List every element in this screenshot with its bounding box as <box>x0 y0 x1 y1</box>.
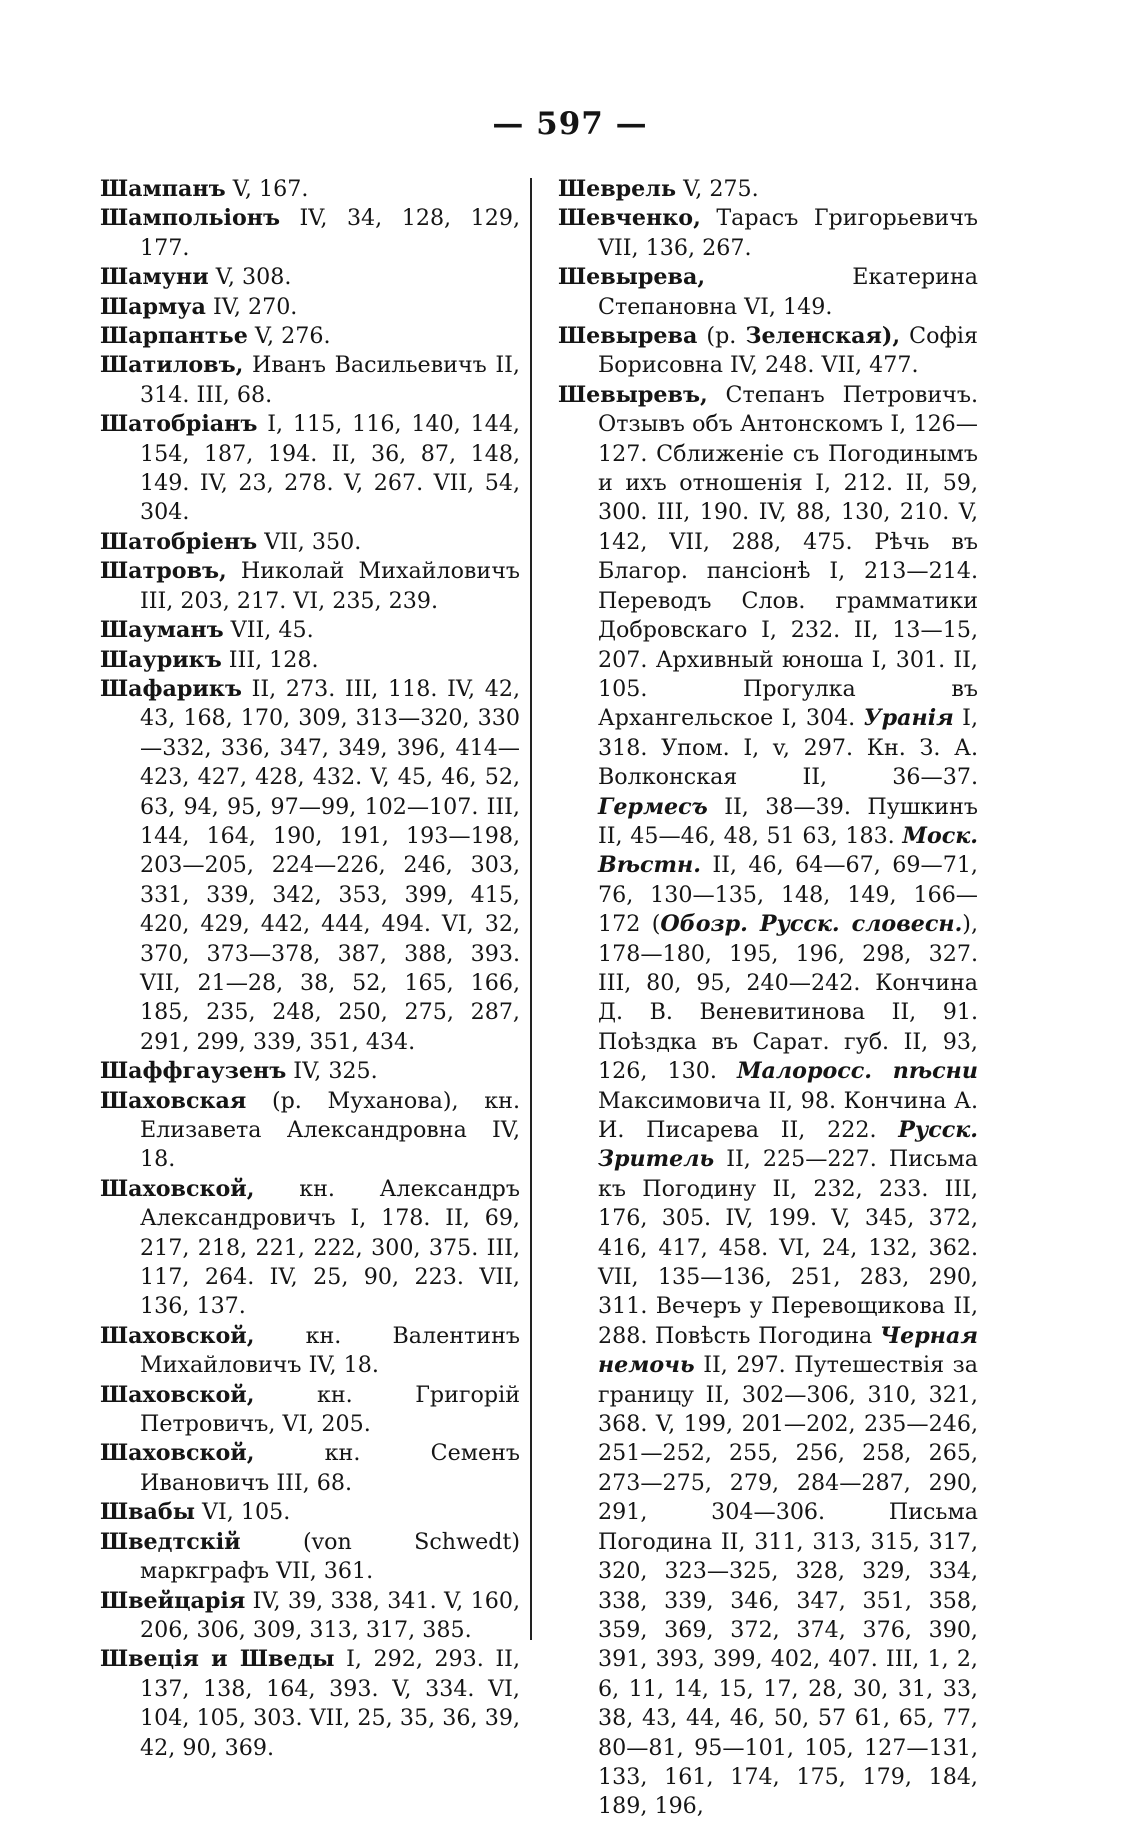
entry-headword: Шатобріанъ <box>100 411 258 438</box>
index-entry <box>558 204 978 263</box>
entry-references: Николай Михайловичъ III, 203, 217. VI, 235, 239. <box>140 558 520 614</box>
index-column-right <box>558 175 978 1822</box>
entry-headword: Шатиловъ, <box>100 352 244 379</box>
entry-references: II, 38—39. Пушкинъ II, 45—46, 48, 51 63, 183. <box>598 793 978 849</box>
index-entry <box>100 410 520 528</box>
index-entry <box>100 204 520 263</box>
entry-references: I, 318. Упом. I, v, 297. Кн. З. А. Волконская II, 36—37. <box>598 705 978 791</box>
entry-headword: Шаурикъ <box>100 646 222 673</box>
entry-references: Софія Борисовна IV, 248. VII, 477. <box>598 323 978 379</box>
entry-headword: Шаффгаузенъ <box>100 1058 287 1085</box>
entry-references: V, 275. <box>676 176 759 202</box>
index-entry <box>100 1381 520 1440</box>
entry-references: III, 128. <box>221 646 319 673</box>
entry-headword: Шаховской, <box>100 1322 255 1349</box>
entry-work-title: Гермесъ <box>598 793 708 820</box>
index-entry <box>100 1587 520 1646</box>
entry-work-title: Черная немочь <box>598 1322 978 1379</box>
index-entry <box>100 528 520 557</box>
entry-headword: Шаховская <box>100 1087 247 1114</box>
entry-headword: Шаховской, <box>100 1175 255 1202</box>
entry-work-title: Уранія <box>863 705 954 732</box>
index-entry <box>558 263 978 322</box>
index-entry <box>100 1528 520 1587</box>
entry-references: I, 115, 116, 140, 144, 154, 187, 194. II, 36, 87, 148, 149. IV, 23, 278. V, 267. VII, 54, 304. <box>140 411 520 526</box>
index-entry <box>558 381 978 1822</box>
entry-references: кн. Григорій Петровичъ, VI, 205. <box>140 1381 520 1438</box>
entry-headword: Швейцарія <box>100 1587 246 1614</box>
index-entry <box>100 1057 520 1086</box>
entry-references: IV, 270. <box>205 293 298 320</box>
entry-headword: Шатобріенъ <box>100 528 258 555</box>
entry-headword: Шампанъ <box>100 176 226 202</box>
entry-headword: Швеція и Шведы <box>100 1646 335 1673</box>
entry-references: I, 292, 293. II, 137, 138, 164, 393. V, 334. VI, 104, 105, 303. VII, 25, 35, 36, 39, 42, 90, 369. <box>140 1646 520 1761</box>
entry-headword: Шатровъ, <box>100 558 227 585</box>
entry-headword: Шведтскій <box>100 1528 241 1555</box>
entry-references: кн. Валентинъ Михайловичъ IV, 18. <box>140 1322 520 1379</box>
index-entry <box>100 1175 520 1322</box>
entry-headword: Шармуа <box>100 293 206 320</box>
entry-headword: Шевырева, <box>558 264 706 291</box>
entry-references: II, 273. III, 118. IV, 42, 43, 168, 170, 309, 313—320, 330—332, 336, 347, 349, 396, 414—423, 427, 428, 432. V, 45, 46, 52, 63, 94, 95, 97—99, 102—107. III, 144, 164, 190, 191, 193—198, 203—205, 224—226, 246, 303, 331, 339, 342, 353, 399, 415, 420, 429, 442, 444, 494. VI, 32, 370, 373—378, 387, 388, 393. VII, 21—28, 38, 52, 165, 166, 185, 235, 248, 250, 275, 287, 291, 299, 339, 351, 434. <box>140 675 520 1055</box>
entry-references: II, 225—227. Письма къ Погодину II, 232, 233. III, 176, 305. IV, 199. V, 345, 372, 416, 417, 458. VI, 24, 132, 362. VII, 135—136, 251, 283, 290, 311. Вечеръ у Перевощикова II, 288. Повѣсть Погодина <box>598 1146 978 1349</box>
entry-headword: Шарпантье <box>100 323 248 350</box>
entry-references: ), 178—180, 195, 196, 298, 327. III, 80, 95, 240—242. Кончина Д. В. Веневитинова II, 91. Поѣздка въ Сарат. губ. II, 93, 126, 130. <box>598 911 979 1085</box>
entry-work-title: Малоросс. пѣсни <box>736 1058 978 1085</box>
entry-references: V, 308. <box>208 264 292 291</box>
index-entry <box>100 557 520 616</box>
index-entry <box>100 322 520 351</box>
entry-headword: Шевыревъ, <box>558 381 708 408</box>
entry-references: VI, 105. <box>194 1499 291 1526</box>
entry-headword: Шамуни <box>100 264 209 291</box>
index-entry <box>100 293 520 322</box>
entry-references: V, 167. <box>225 176 309 202</box>
entry-references: Степанъ Петровичъ. Отзывъ объ Антонскомъ I, 126—127. Сближеніе съ Погодинымъ и ихъ отношенія I, 212. II, 59, 300. III, 190. IV, 88, 130, 210. V, 142, VII, 288, 475. Рѣчь въ Благор. пансіонѣ I, 213—214. Переводъ Слов. грамматики Добровскаго I, 232. II, 13—15, 207. Архивный юноша I, 301. II, 105. Прогулка въ Архангельское I, 304. <box>598 381 978 732</box>
entry-headword: Шампольіонъ <box>100 205 281 232</box>
entry-references: Екатерина Степановна VI, 149. <box>598 264 978 320</box>
entry-headword: Швабы <box>100 1499 195 1526</box>
index-entry <box>100 646 520 675</box>
entry-headword: Шевырева <box>558 323 698 350</box>
entry-references: Тарасъ Григорьевичъ VII, 136, 267. <box>598 205 978 261</box>
entry-references: (р. <box>697 323 746 350</box>
entry-references: IV, 34, 128, 129, 177. <box>140 205 520 261</box>
index-entry <box>100 1087 520 1175</box>
index-entry <box>100 675 520 1057</box>
index-entry <box>100 175 520 204</box>
index-entry <box>100 1498 520 1527</box>
entry-references: (р. Муханова), кн. Елизавета Александровна IV, 18. <box>140 1087 520 1173</box>
index-entry <box>558 322 978 381</box>
entry-headword: Шауманъ <box>100 617 224 644</box>
entry-work-title: Моск. Вѣстн. <box>598 822 978 879</box>
entry-references: VII, 45. <box>223 617 314 644</box>
index-entry <box>100 1439 520 1498</box>
entry-work-title: Обозр. Русск. словесн. <box>660 911 963 938</box>
entry-references: Иванъ Васильевичъ II, 314. III, 68. <box>140 352 520 408</box>
entry-headword: Зеленская), <box>745 323 901 350</box>
entry-work-title: Русск. Зритель <box>598 1117 978 1173</box>
entry-headword: Шевченко, <box>558 205 701 232</box>
entry-references: V, 276. <box>247 323 331 350</box>
entry-references: Максимовича II, 98. Кончина А. И. Писарева II, 222. <box>598 1087 978 1143</box>
entry-headword: Шафарикъ <box>100 675 242 702</box>
entry-references: II, 46, 64—67, 69—71, 76, 130—135, 148, 149, 166—172 ( <box>598 852 978 938</box>
index-entry <box>100 1645 520 1763</box>
entry-references: кн. Семенъ Ивановичъ III, 68. <box>140 1440 520 1496</box>
index-entry <box>100 616 520 645</box>
entry-references: II, 297. Путешествія за границу II, 302—306, 310, 321, 368. V, 199, 201—202, 235—246, 251—252, 255, 256, 258, 265, 273—275, 279, 284—287, 290, 291, 304—306. Письма Погодина II, 311, 313, 315, 317, 320, 323—325, 328, 329, 334, 338, 339, 346, 347, 351, 358, 359, 369, 372, 374, 376, 390, 391, 393, 399, 402, 407. III, 1, 2, 6, 11, 14, 15, 17, 28, 30, 31, 33, 38, 43, 44, 46, 50, 57 61, 65, 77, 80—81, 95—101, 105, 127—131, 133, 161, 174, 175, 179, 184, 189, 196, <box>598 1352 978 1820</box>
index-column-left <box>100 175 520 1763</box>
index-entry <box>100 1322 520 1381</box>
column-divider <box>530 178 532 1640</box>
entry-references: кн. Александръ Александровичъ I, 178. II, 69, 217, 218, 221, 222, 300, 375. III, 117, 264. IV, 25, 90, 223. VII, 136, 137. <box>140 1175 520 1320</box>
entry-references: IV, 39, 338, 341. V, 160, 206, 306, 309, 313, 317, 385. <box>140 1587 520 1643</box>
entry-headword: Шаховской, <box>100 1440 255 1467</box>
index-entry <box>100 351 520 410</box>
entry-references: IV, 325. <box>286 1058 378 1085</box>
page-number: — 597 — <box>492 106 648 142</box>
index-entry <box>558 175 978 204</box>
index-entry <box>100 263 520 292</box>
entry-references: VII, 350. <box>257 528 362 555</box>
entry-references: (von Schwedt) маркграфъ VII, 361. <box>140 1528 520 1585</box>
entry-headword: Шеврель <box>558 176 677 202</box>
entry-headword: Шаховской, <box>100 1381 255 1408</box>
